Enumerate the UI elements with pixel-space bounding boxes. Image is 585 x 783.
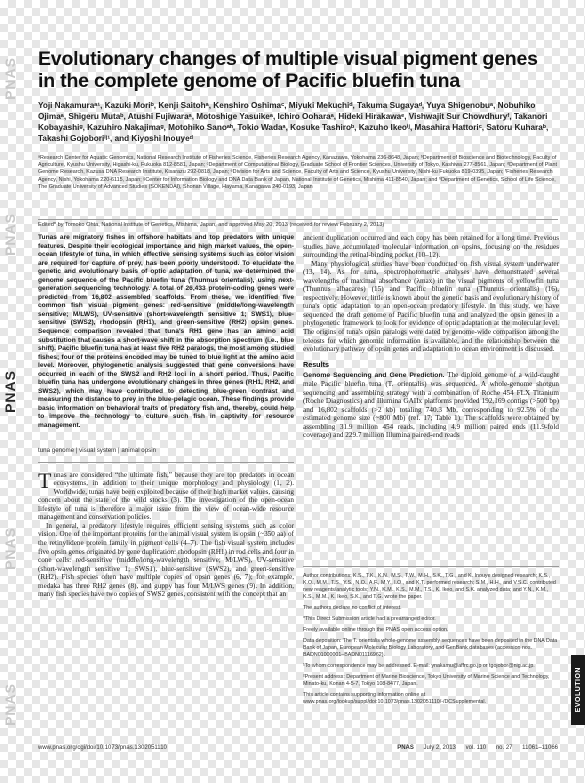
intro-paragraph (38, 467, 294, 522)
edited-by: Edited* by Tomoko Ohta, National Institute of Genetics, Mishima, Japan, and approved May 20, 2013 (received for review February 2, 2013) (38, 222, 385, 228)
footnote: This article contains supporting information online at www.pnas.org/lookup/suppl/doi:10.1073/pnas.1302051110/-/DCSupplemental. (303, 692, 486, 705)
footnote: ²Present address: Department of Marine Bioscience, Tokyo University of Marine Science and Technology, Minato-ku, Konan 4-5-7, Tokyo 108-8477, Japan. (303, 674, 550, 687)
section-tab (571, 655, 585, 725)
pnas-side-strip (0, 0, 20, 783)
abstract: Tunas are migratory fishes in offshore habitats and top predators with unique features. Despite their ecological importance and high market values, the open-ocean lifestyle of tuna, in which effective sensing systems such as color vision are required for capture of prey, has been poorly understood. To elucidate the genetic and evolutionary basis of optic adaptation of tuna, we determined the genome sequence of the Pacific bluefin tuna (Thunnus orientalis), using next-generation sequencing technology. A total of 26,433 protein-coding genes were predicted from 16,802 assembled scaffolds. From these, we identified five common fish visual pigment genes: red-sensitive (middle/long-wavelength sensitive; M/LWS), UV-sensitive (short-wavelength sensitive 1; SWS1), blue-sensitive (SWS2), rhodopsin (RH1), and green-sensitive (RH2) opsin genes. Sequence comparison revealed that tuna's RH1 gene has an amino acid substitution that causes a short-wave shift in the absorption spectrum (i.e., blue shift). Pacific bluefin tuna has at least five RH2 paralogs, the most among studied fishes; four of the proteins encoded may be tuned to blue light at the amino acid level. Moreover, phylogenetic analysis suggested that gene conversions have occurred in each of the SWS2 and RH2 loci in a short period. Thus, Pacific bluefin tuna has undergone evolutionary changes in three genes (RH1, RH2, and SWS2), which may have contributed to detecting blue-green contrast and measuring the distance to prey in the blue-pelagic ocean. These findings provide basic information on behavioral traits of predatory fish and, thereby, could help to improve the technology to culture such fish in captivity for resource management. (38, 234, 294, 430)
side-label: PNAS (2, 370, 18, 413)
keywords: tuna genome | visual system | animal opsin (38, 446, 157, 454)
body-paragraph: ancient duplication occurred and each copy has been retained for a long time. Previous studies have accumulated molecular information on opsins, focusing on the residues surrounding the retinal-binding pocket (10–12). (303, 234, 559, 260)
side-label: PNAS (2, 56, 18, 100)
side-label: PNAS (2, 526, 18, 570)
footnotes (303, 566, 559, 710)
right-column (303, 234, 559, 440)
subsection-heading: Genome Sequencing and Gene Prediction. (303, 371, 445, 379)
side-label: PNAS (2, 683, 18, 727)
paper-page (26, 0, 572, 783)
issue: no. 27 (495, 745, 513, 751)
paper-title: Evolutionary changes of multiple visual pigment genes in the complete genome of Pacific bluefin tuna (38, 48, 538, 92)
footnote: Freely available online through the PNAS open access option. (303, 627, 449, 633)
journal-name: PNAS (397, 745, 414, 751)
page-range: 11061–11066 (522, 745, 558, 751)
issue-date: July 2, 2013 (423, 745, 456, 751)
intro-text: unas are considered “the ultimate fish,” because they are top predators in ocean ecosystems, in addition to their unique morphology and physiology (1, 2). Worldwide, tunas have been exploited because of their high market values, causing concern about the state of the wild stocks (3). The investigation of the open-ocean lifestyle of tuna is therefore a major issue from the view of ocean-wide resource management and conservation policies. (38, 470, 294, 522)
side-label: PNAS (2, 213, 18, 257)
section-heading: Results (303, 359, 329, 369)
author-list: Yoji Nakamuraᵃ¹, Kazuki Moriᵇ, Kenji Saitohᵃ, Kenshiro Oshimaᶜ, Miyuki Mekuchiᵈ, Takuma Sugayaᵈ, Yuya Shigenobuᵃ, Nobuhiko Ojimaᵃ, Shigeru Mutaᵇ, Atushi Fujiwaraᵃ, Motoshige Yasuikeᵃ, Ichiro Ooharaᵃ, Hideki Hirakawaᵉ, Vishwajit Sur Chowdhuryᶠ, Takanori Kobayashiᵍ, Kazuhiro Nakajimaᵍ, Motohiko Sanoᵃʰ, Tokio Wadaᵃ, Kosuke Tashiroᵇ, Kazuho Ikeoⁱʲ, Masahira Hattoriᶜ, Satoru Kuharaᵇ, Takashi Gojoboriⁱʲ¹, and Kiyoshi Inouyeᵈ (38, 101, 549, 143)
divider (38, 462, 294, 463)
body-paragraph: Many physiological studies have been conducted on fish visual system underwater (13, 14). As for tuna, spectrophotometric analyses have demonstrated several wavelengths of maximal absorbance (λmax) in the visual pigments of yellowfin tuna (Thunnus albacares) (15) and Pacific bluefin tuna (Thunnus orientalis) (16), respectively. However, little is known about the genetic basis and evolutionary history of tuna's optic adaptation to an open-ocean predatory lifestyle. In this study, we have sequenced the draft genome of Pacific bluefin tuna and analyzed the opsin genes in a phylogenetic framework to look for evidence of optic adaptation at the molecular level. The origins of tuna's opsin paralogs were dated by genome-wide comparison among the teleosts for which genomic information is available, and the relationship between the evolutionary pathway of opsin genes and adaptation to ocean environment is discussed. (303, 259, 559, 354)
section-tab-label: EVOLUTION (574, 667, 582, 713)
affiliations: ᵃResearch Center for Aquatic Genomics, National Research Institute of Fisheries Science, Fisheries Research Agency, Kanazawa, Yokohama 236-8648, Japan; ᵇDepartment of Bioscience and Biotechnology, Faculty of Agriculture, Kyushu University, Higashi-ku, Fukuoka 812-8581, Japan; ᶜDepartment of Computational Biology, Graduate School of Frontier Sciences, University of Tokyo, Kashiwa 277-8561, Japan; ᵈDepartment of Plant Genome Research, Kazusa DNA Research Institute, Kisarazu 292-0818, Japan; ᵉDivision for Arts and Science, Faculty of Arts and Science, Kyushu University, Nishi-ku Fukuoka 819-0395, Japan; ᶠFisheries Research Agency, Nishi, Yokohama 220-6115, Japan; ᵍCenter for Information Biology and DNA Data Bank of Japan, National Institute of Genetics, Mishima 411-8540, Japan; and ʰDepartment of Genetics, School of Life Science, The Graduate University of Advanced Studies (SOKENDAI), Shonan Village, Hayama, Kanagawa 240-0193, Japan (38, 155, 558, 190)
results-text: The diploid genome of a wild-caught male Pacific bluefin tuna (T. orientalis) was sequenced. A whole-genome shotgun sequencing and assembling strategy with a combination of Roche 454 FLX Titanium (Roche Diagnostics) and Illumina GAIIx platforms provided 192,169 contigs (>500 bp) and 16,802 scaffolds (>2 kb) totaling 740.3 Mb, corresponding to 92.5% of the estimated genome size (~800 Mb) (ref. 17; Table 1). The scaffolds were obtained by assembling 31.9 million 454 reads, including 4.9 million paired ends (11.9-fold coverage) and 229.7 million Illumina paired-end reads (303, 370, 559, 440)
citation-info (389, 745, 558, 751)
footnote: The authors declare no conflict of interest. (303, 605, 402, 611)
body-paragraph (303, 371, 559, 440)
volume: vol. 110 (465, 745, 487, 751)
drop-cap: T (38, 467, 52, 493)
footnote: *This Direct Submission article had a prearranged editor. (303, 616, 436, 622)
divider (38, 219, 558, 220)
left-column (38, 234, 294, 599)
footnote: Author contributions: K.S., T.K., K.N., M.S., T.W., M.H., S.K., T.G., and K. Inouye designed research; K.S., K.O., M.M., T.S., Y.S., N.O., A.F., M.Y., I.O., and K.T. performed research; S.M., H.H., and V.S.C. contributed new reagents/analytic tools; Y.N., K.M., K.S., M.M., T.S., K. Ikeo, and S.K. analyzed data; and Y.N., K.M., K.S., M.M., K. Ikeo, S.K., and T.G. wrote the paper. (303, 573, 556, 600)
body-paragraph: In general, a predatory lifestyle requires efficient sensing systems such as color vision. One of the important proteins for the animal visual system is opsin (~350 aa) of the retinylidene protein family in pigment cells (4–7). The fish visual system includes five opsin genes originated by gene duplication: rhodopsin (RH1) in rod cells and four in cone cells: red-sensitive (middle/long-wavelength sensitive; M/LWS), UV-sensitive (short-wavelength sensitive 1; SWS1), blue-sensitive (SWS2), and green-sensitive (RH2). Fish species often have multiple copies of opsin genes (6, 7); for example, medaka has three RH2 genes (8), and guppy has four M/LWS genes (9). In addition, many fish species have two copies of SWS2 genes, consistent with the concept that an (38, 521, 294, 599)
page-footer (38, 745, 558, 751)
footnote: ¹To whom correspondence may be addressed. E-mail: ynakamu@affrc.go.jp or tgojobor@nig.ac.jp. (303, 663, 535, 669)
footnote: Data deposition: The T. orientalis whole-genome assembly sequences have been deposited in the DNA Data Bank of Japan, European Molecular Biology Laboratory, and GenBank databases (accession nos. BADN01000001–BADN01116962). (303, 638, 558, 658)
doi-link[interactable]: www.pnas.org/cgi/doi/10.1073/pnas.1302051110 (38, 745, 167, 751)
